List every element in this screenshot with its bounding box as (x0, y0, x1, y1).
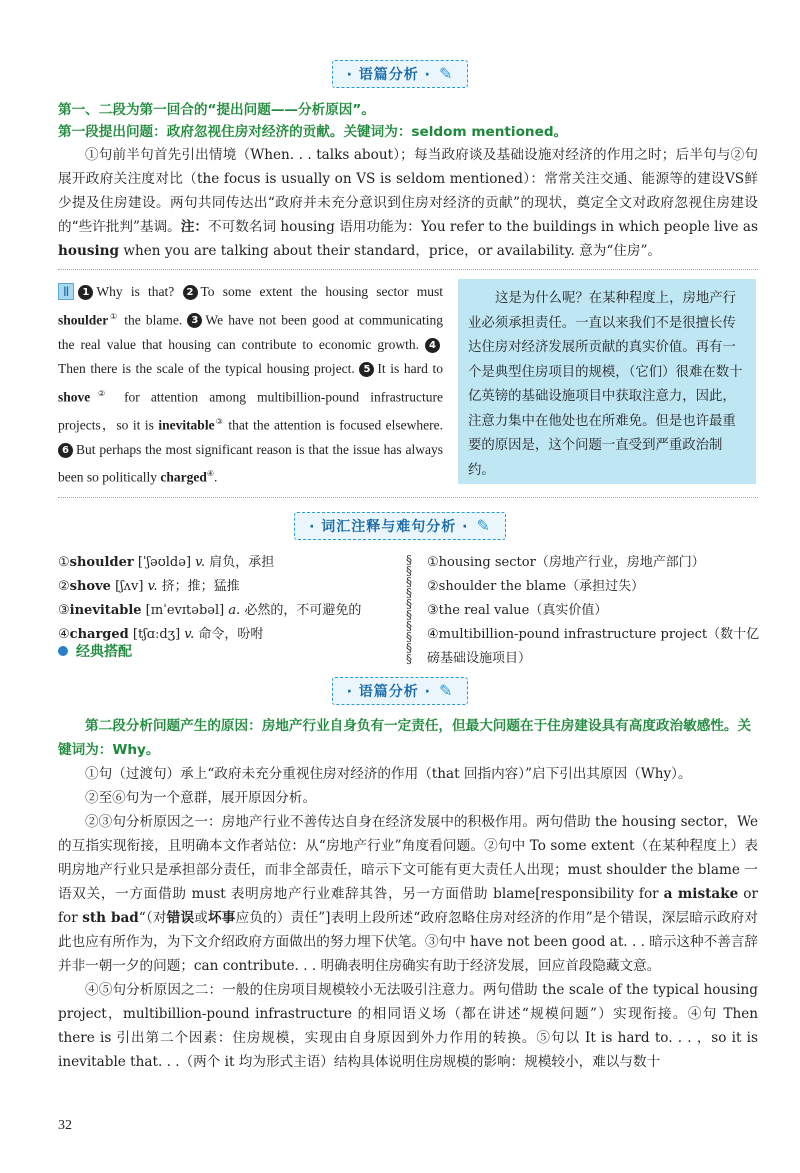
collocation-item: ②shoulder the blame（承担过失） (427, 579, 645, 594)
collocation-item: ④multibillion-pound infrastructure project（数十亿磅基础设施项目） (427, 627, 760, 666)
analysis1-paragraph: ①句前半句首先引出情境（When. . . talks about）；每当政府谈及基础设施对经济的作用之时；后半句与②句展开政府关注度对比（the focus is usually on VS is seldom mentioned）：常常关注交通、能源等的建设VS鲜少提及住房建设。两句共同传达出“政府并未充分意识到住房对经济的贡献”的现状，奠定全文对政府忽视住房建设的“些许批判”基调。注：不可数名词 housing 语用功能为：You refer to the buildings in which people live as housing when you are talking about their standard，price，or availability. 意为“住房”。 (58, 147, 758, 259)
divider (58, 269, 758, 270)
analysis2-p4: ④⑤句分析原因之二：一般的住房项目规模较小无法吸引注意力。两句借助 the scale of the typical housing project，multibillion-pound infrastructure 的相同语义场（都在讲述“规模问题”）实现衔接。④句 Then there is 引出第二个因素：住房规模，实现由自身原因到外力作用的转换。⑤句以 It is hard to. . . ，so it is inevitable that. . .（两个 it 均为形式主语）结构具体说明住房规模的影响：规模较小，难以与数十 (58, 982, 758, 1070)
badge-label: · 语篇分析 · (346, 684, 431, 700)
collocation-item: ①housing sector（房地产行业，房地产部门） (427, 555, 705, 570)
paragraph-tag: Ⅱ (58, 283, 74, 300)
bullet-icon (58, 646, 68, 656)
collocation-item: ③the real value（真实价值） (427, 603, 608, 618)
pen-icon: ✎ (476, 516, 491, 535)
section-badge-discourse-1 (0, 60, 800, 88)
analysis2-p2: ②至⑥句为一个意群，展开原因分析。 (85, 790, 317, 806)
chain-divider-icon: § § § § § § § § § § (406, 553, 412, 666)
vocab-list (58, 551, 398, 647)
pen-icon: ✎ (438, 64, 454, 83)
badge-label: · 语篇分析 · (346, 67, 431, 83)
pen-icon: ✎ (438, 681, 454, 700)
divider (58, 497, 758, 498)
vocab-item: ③inevitable [ɪnˈevɪtəbəl] a. 必然的，不可避免的 (58, 603, 362, 618)
badge-label: · 词汇注释与难句分析 · (309, 519, 469, 535)
vocab-item: ①shoulder [ˈʃəʊldə] v. 肩负，承担 (58, 555, 275, 570)
analysis2-p1: ①句（过渡句）承上“政府未充分重视住房对经济的作用（that 回指内容）”启下引出其原因（Why）。 (85, 766, 692, 782)
section-badge-discourse-2 (0, 677, 800, 705)
translation-box: 这是为什么呢？在某种程度上，房地产行业必须承担责任。一直以来我们不是很擅长传达住房对经济发展所贡献的真实价值。再有一个是典型住房项目的规模，（它们）很难在数十亿英镑的基础设施项目中获取注意力，因此，注意力集中在他处也在所难免。但是也许最重要的原因是，这个问题一直受到严重政治制约。 (458, 279, 756, 484)
collocation-list (427, 551, 762, 671)
page-number: 32 (58, 1118, 72, 1133)
analysis2-heading: 第二段分析问题产生的原因：房地产行业自身负有一定责任，但最大问题在于住房建设具有高度政治敏感性。关键词为：Why。 (58, 718, 752, 758)
analysis2-p3: ②③句分析原因之一：房地产行业不善传达自身在经济发展中的积极作用。两句借助 the housing sector，We 的互指实现衔接，且明确本文作者站位：从“房地产行业”角度看问题。②句中 To some extent（在某种程度上）表明房地产行业只是承担部分责任，而非全部责任，暗示下文可能有更大责任人出现；must shoulder the blame 一语双关，一方面借助 must 表明房地产行业难辞其咎，另一方面借助 blame[responsibility for a mistake or for sth bad“（对错误或坏事应负的）责任”]表明上段所述“政府忽略住房对经济的作用”是个错误，深层暗示政府对此也应有所作为，为下文介绍政府方面做出的努力埋下伏笔。③句中 have not been good at. . . 暗示这种不善言辞并非一朝一夕的问题；can contribute. . . 明确表明住房确实有助于经济发展，回应首段隐藏文意。 (58, 814, 759, 974)
vocab-item: ②shove [ʃʌv] v. 挤；推；猛推 (58, 579, 240, 594)
collocation-heading: 经典搭配 (58, 641, 132, 661)
analysis1-heading2: 第一段提出问题：政府忽视住房对经济的贡献。关键词为：seldom mentioned。 (58, 124, 568, 140)
vocab-item: ④charged [tʃɑːdʒ] v. 命令，吩咐 (58, 627, 264, 642)
section-badge-vocab (0, 512, 800, 540)
passage-english: Ⅱ 1 Why is that? 2 To some extent the housing sector must shoulder① the blame. 3 We have not been good at communicating the real value that housing can contribute to economic growth. 4Then there is the scale of the typical housing project. 5 It is hard to shove② for attention among multibillion-pound infrastructure projects，so it is inevitable③ that the attention is focused elsewhere. 6 But perhaps the most significant reason is that the issue has always been so politically charged④. (58, 284, 444, 485)
analysis1-heading1: 第一、二段为第一回合的“提出问题——分析原因”。 (58, 102, 375, 118)
